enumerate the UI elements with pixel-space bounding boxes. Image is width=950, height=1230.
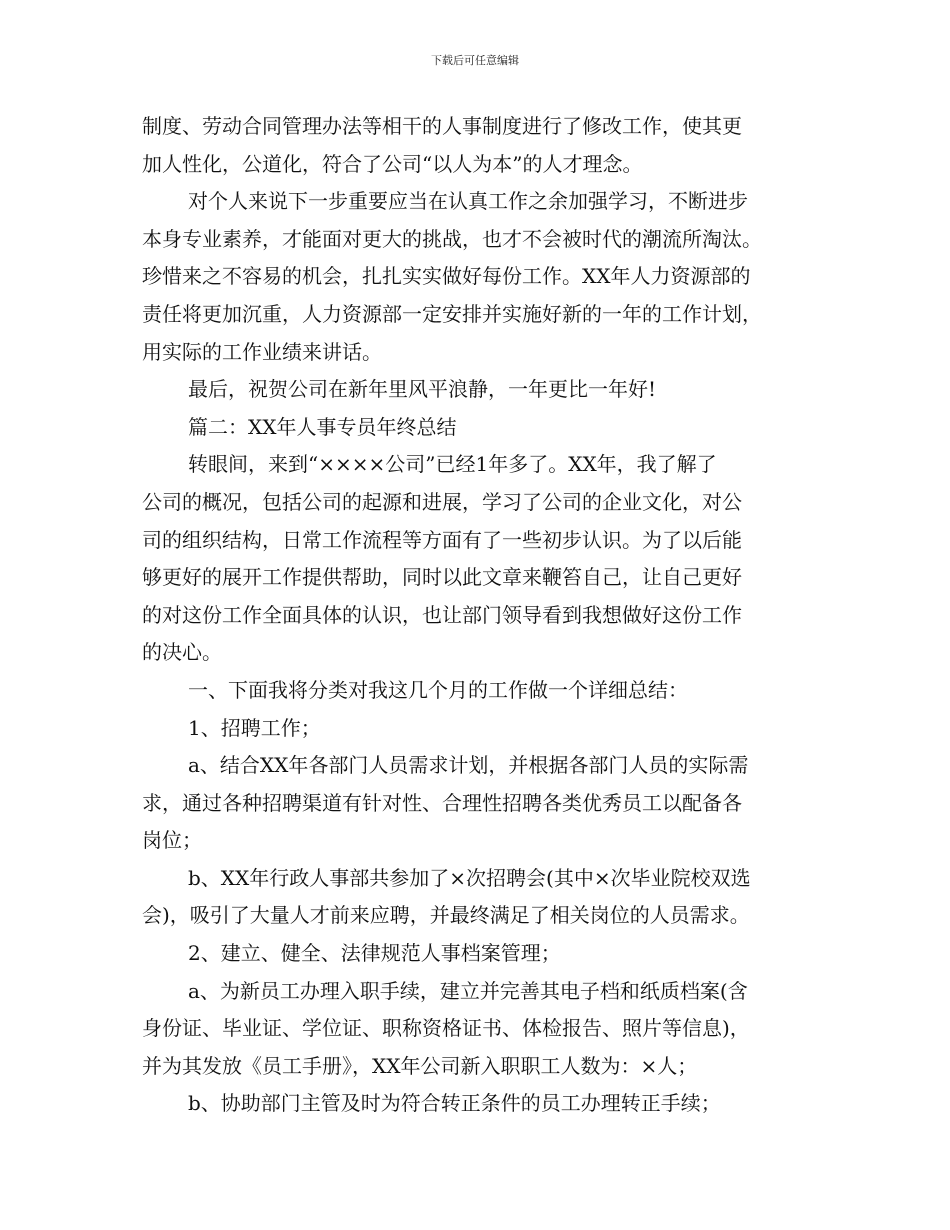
text-line: 1、招聘工作； [188,715,321,740]
text-line: 的决心。 [142,640,222,665]
text-line: 篇二：XX年人事专员年终总结 [188,414,457,439]
text-line: 求，通过各种招聘渠道有针对性、合理性招聘各类优秀员工以配备各 [142,790,742,815]
text-line: b、协助部门主管及时为符合转正条件的员工办理转正手续； [188,1091,721,1116]
text-line: 一、下面我将分类对我这几个月的工作做一个详细总结： [188,677,688,702]
text-line: 够更好的展开工作提供帮助，同时以此文章来鞭笞自己，让自己更好 [142,565,742,590]
text-line: 2、建立、健全、法律规范人事档案管理； [188,941,561,966]
document-body [142,108,808,1123]
text-line: 本身专业素养，才能面对更大的挑战，也才不会被时代的潮流所淘汰。 [142,226,762,251]
text-line: 转眼间，来到“××××公司”已经1年多了。XX年，我了解了 [188,452,717,477]
text-line: 加人性化，公道化，符合了公司“以人为本”的人才理念。 [142,151,643,176]
text-line: 责任将更加沉重，人力资源部一定安排并实施好新的一年的工作计划， [142,301,762,326]
text-line: 珍惜来之不容易的机会，扎扎实实做好每份工作。XX年人力资源部的 [142,264,751,289]
text-line: 并为其发放《员工手册》，XX年公司新入职职工人数为：×人； [142,1053,698,1078]
text-line: 对个人来说下一步重要应当在认真工作之余加强学习，不断进步 [188,189,748,214]
page-header: 下载后可任意编辑 [431,54,519,67]
text-line: b、XX年行政人事部共参加了×次招聘会(其中×次毕业院校双选 [188,865,751,890]
text-line: a、结合XX年各部门人员需求计划，并根据各部门人员的实际需 [188,753,749,778]
text-line: 最后，祝贺公司在新年里风平浪静，一年更比一年好! [188,377,657,402]
text-line: 会)，吸引了大量人才前来应聘，并最终满足了相关岗位的人员需求。 [142,903,750,928]
text-line: 司的组织结构，日常工作流程等方面有了一些初步认识。为了以后能 [142,527,742,552]
text-line: 公司的概况，包括公司的起源和进展，学习了公司的企业文化，对公 [142,489,742,514]
text-line: a、为新员工办理入职手续，建立并完善其电子档和纸质档案(含 [188,978,748,1003]
text-line: 制度、劳动合同管理办法等相干的人事制度进行了修改工作，使其更 [142,114,742,138]
text-line: 的对这份工作全面具体的认识，也让部门领导看到我想做好这份工作 [142,602,742,627]
text-line: 用实际的工作业绩来讲话。 [142,339,382,364]
text-line: 岗位； [142,828,202,853]
text-line: 身份证、毕业证、学位证、职称资格证书、体检报告、照片等信息)， [142,1016,750,1041]
